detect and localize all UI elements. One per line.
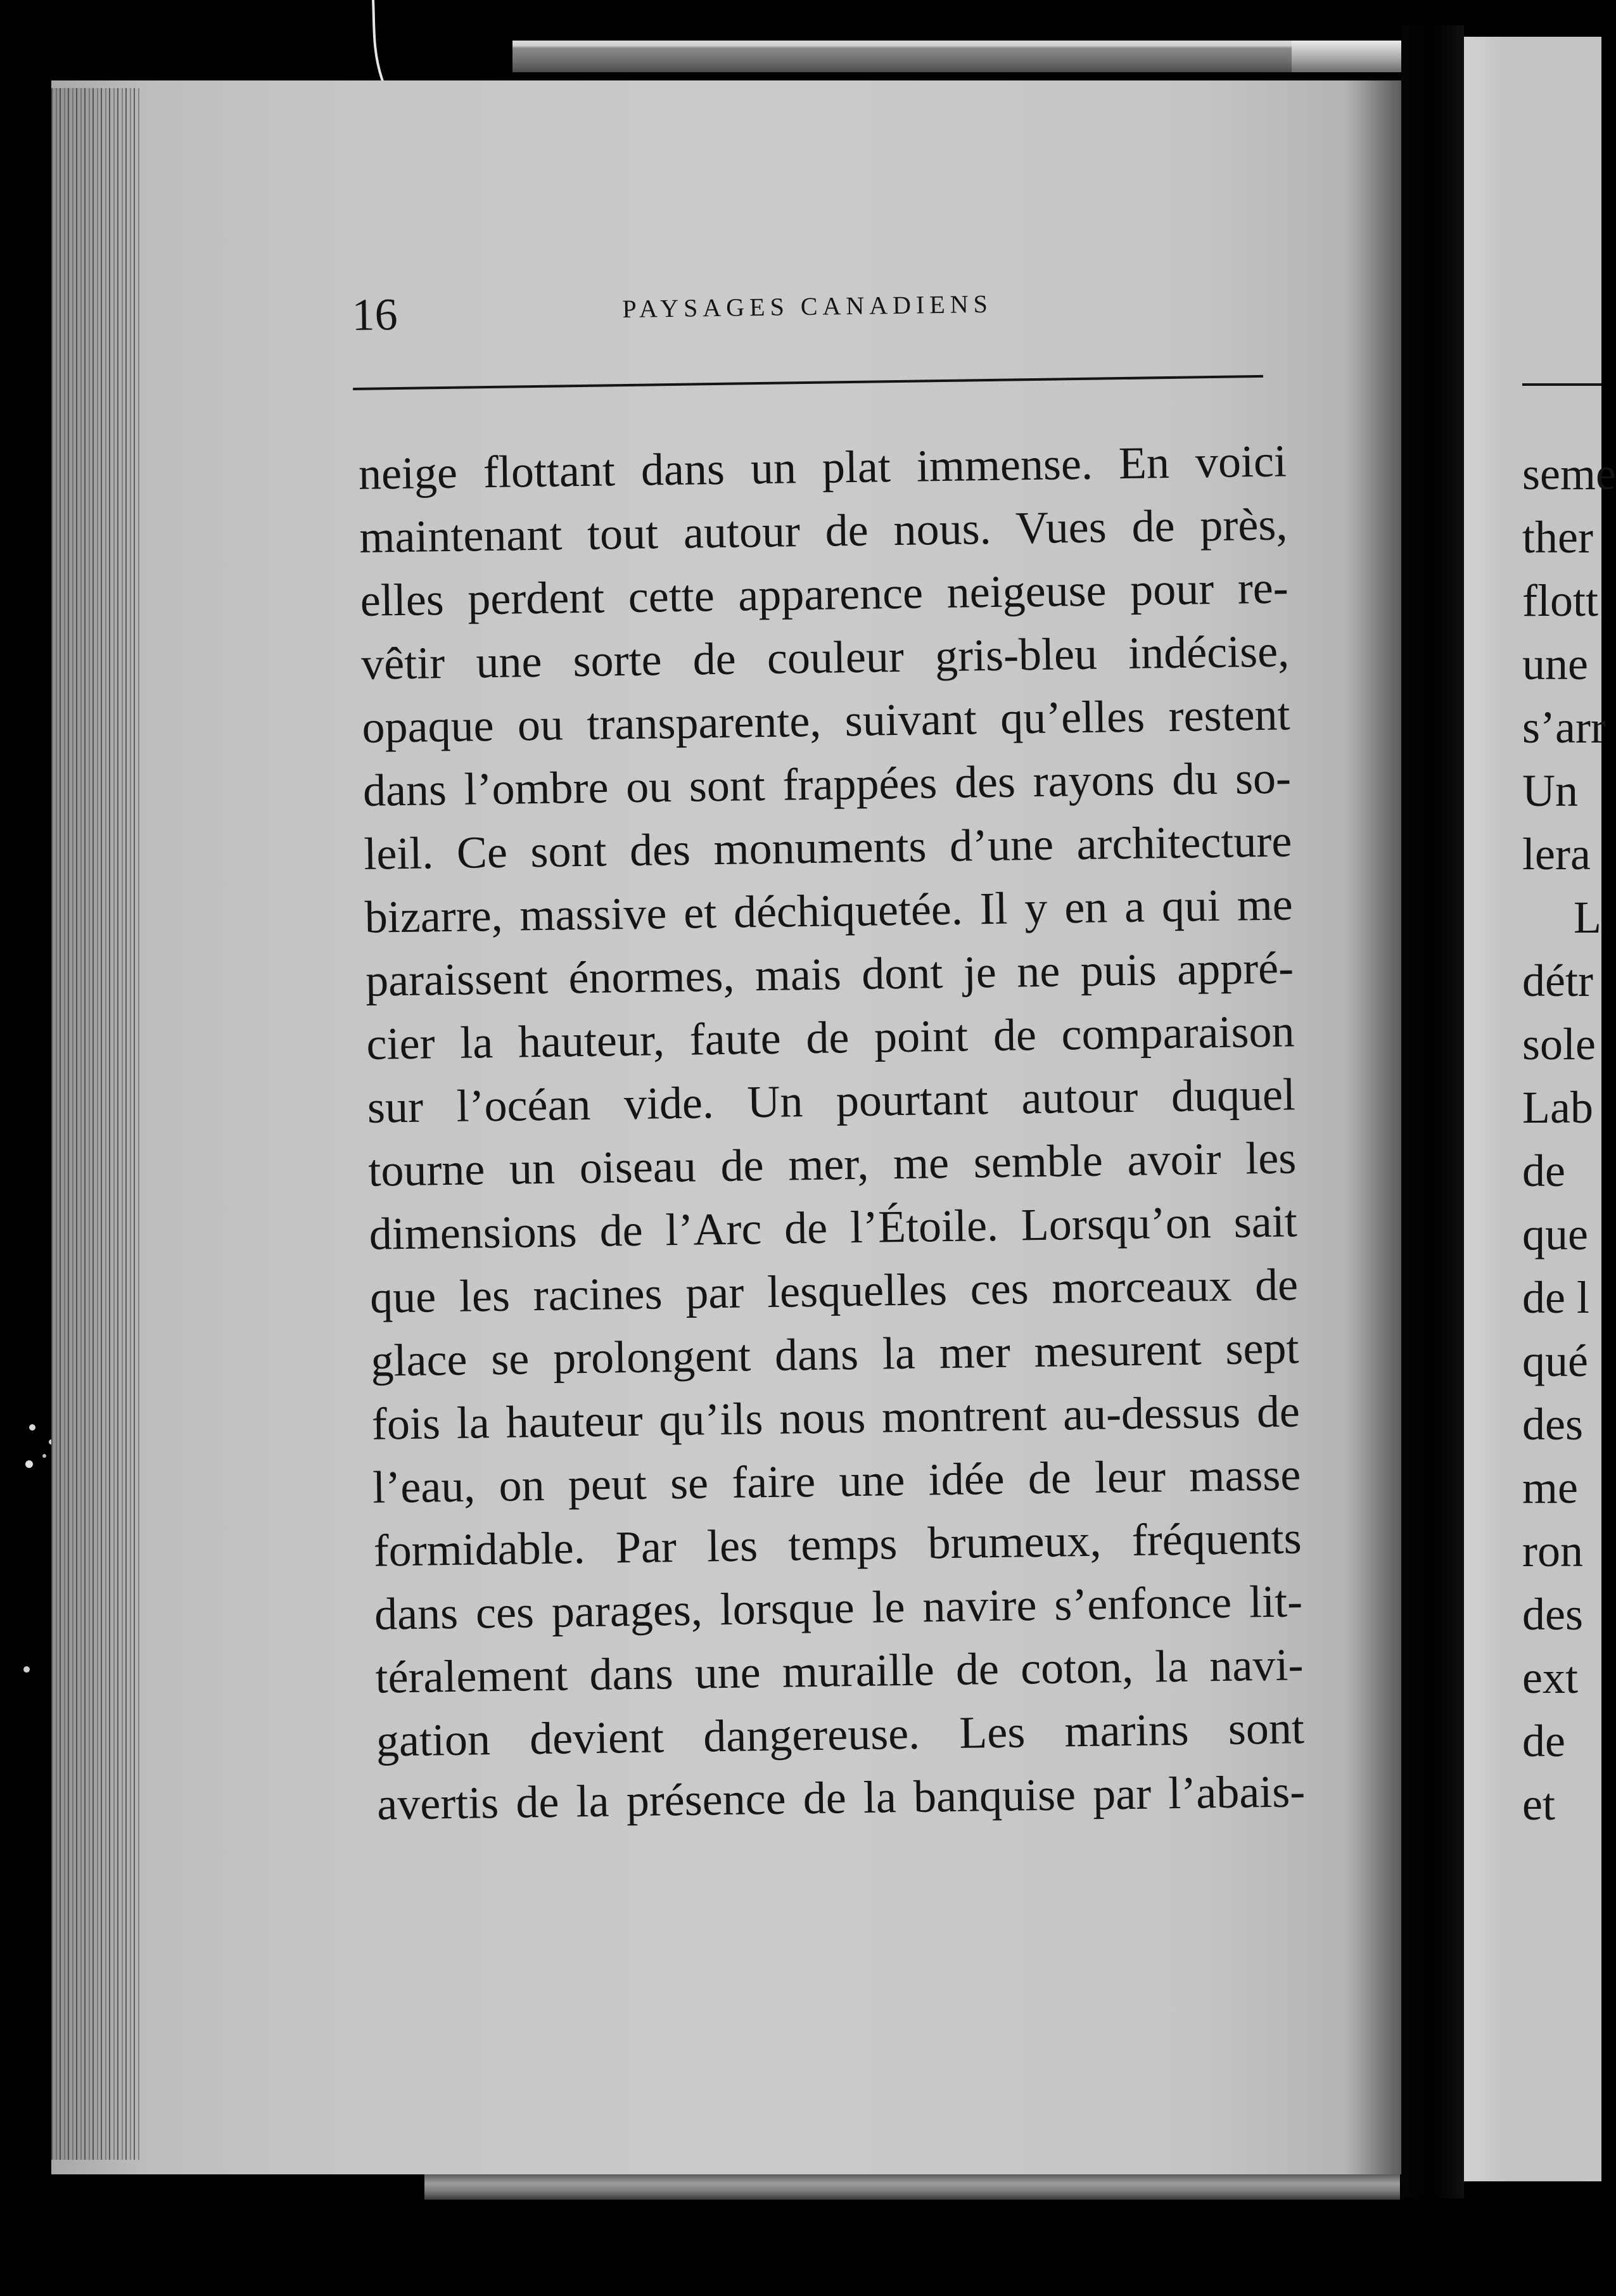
text-line: leil. Ce sont des monuments d’une architecture (363, 815, 1292, 879)
text-line: opaque ou transparente, suivant qu’elles restent (362, 689, 1291, 753)
page-stack-edges (51, 88, 140, 2160)
text-line-fragment: me (1522, 1462, 1578, 1513)
book-gutter (1401, 25, 1464, 2198)
text-line-fragment: qué (1522, 1336, 1588, 1386)
text-line: téralement dans une muraille de coton, la navi- (374, 1639, 1304, 1703)
text-line-fragment: des (1522, 1589, 1583, 1640)
text-line: l’eau, on peut se faire une idée de leur masse (372, 1449, 1301, 1513)
body-text (358, 429, 1306, 1835)
text-line: cier la hauteur, faute de point de comparaison (366, 1005, 1295, 1069)
gutter-shadow (1344, 80, 1401, 2174)
text-line: dans l’ombre ou sont frappées des rayons du so- (362, 752, 1292, 816)
text-line-fragment: ther (1522, 512, 1593, 563)
text-line-fragment: une (1522, 639, 1588, 689)
text-line-fragment: lera (1522, 829, 1591, 879)
right-page (1464, 37, 1616, 2181)
text-line-fragment: que (1522, 1209, 1588, 1260)
header-rule (353, 375, 1263, 390)
text-line-fragment: L (1574, 892, 1601, 943)
text-line-fragment: flott (1522, 575, 1598, 626)
text-line: vêtir une sorte de couleur gris-bleu indécise, (360, 625, 1290, 689)
page-content (352, 279, 1311, 1844)
text-line-fragment: détr (1522, 955, 1593, 1006)
text-line-fragment: et (1522, 1779, 1555, 1830)
text-line: neige flottant dans un plat immense. En voici (358, 435, 1287, 499)
text-line: dimensions de l’Arc de l’Étoile. Lorsqu’on sait (369, 1196, 1298, 1260)
text-line-fragment: sole (1522, 1019, 1596, 1069)
text-line: glace se prolongent dans la mer mesurent sept (370, 1322, 1299, 1386)
text-line: bizarre, massive et déchiquetée. Il y en a qui me (364, 879, 1294, 943)
text-line: avertis de la présence de la banquise par l’abais- (376, 1766, 1306, 1830)
text-line: dans ces parages, lorsque le navire s’enfonce lit- (374, 1576, 1303, 1640)
text-line-fragment: des (1522, 1399, 1583, 1450)
text-line-fragment: s’arr (1522, 702, 1606, 753)
text-line-fragment: ron (1522, 1526, 1583, 1576)
text-line-fragment: Un (1522, 765, 1578, 816)
book-cover-edge-bottom (424, 2174, 1400, 2200)
text-line-fragment: de (1522, 1716, 1565, 1766)
text-line: fois la hauteur qu’ils nous montrent au-dessus de (371, 1386, 1301, 1450)
text-line-fragment: Lab (1522, 1082, 1593, 1133)
right-page-text (1522, 442, 1616, 1836)
text-line: elles perdent cette apparence neigeuse pour re- (360, 562, 1289, 626)
header-rule-right (1522, 383, 1601, 386)
text-line-fragment: de l (1522, 1272, 1589, 1323)
text-line-fragment: de (1522, 1145, 1565, 1196)
text-line: que les racines par lesquelles ces morceaux de (369, 1259, 1299, 1323)
running-head-title: PAYSAGES CANADIENS (622, 289, 993, 324)
text-line: gation devient dangereuse. Les marins sont (376, 1702, 1305, 1766)
page-number: 16 (351, 288, 398, 340)
text-line: tourne un oiseau de mer, me semble avoir les (367, 1132, 1297, 1196)
book-cover-edge-top (512, 41, 1412, 72)
text-line-fragment: ext (1522, 1652, 1578, 1703)
text-line-fragment: seme (1522, 449, 1616, 499)
text-line: formidable. Par les temps brumeux, fréquents (373, 1512, 1302, 1576)
text-line: sur l’océan vide. Un pourtant autour duquel (367, 1069, 1296, 1133)
text-line: maintenant tout autour de nous. Vues de près, (359, 499, 1288, 563)
text-line: paraissent énormes, mais dont je ne puis appré- (365, 942, 1294, 1006)
left-page (51, 80, 1401, 2174)
